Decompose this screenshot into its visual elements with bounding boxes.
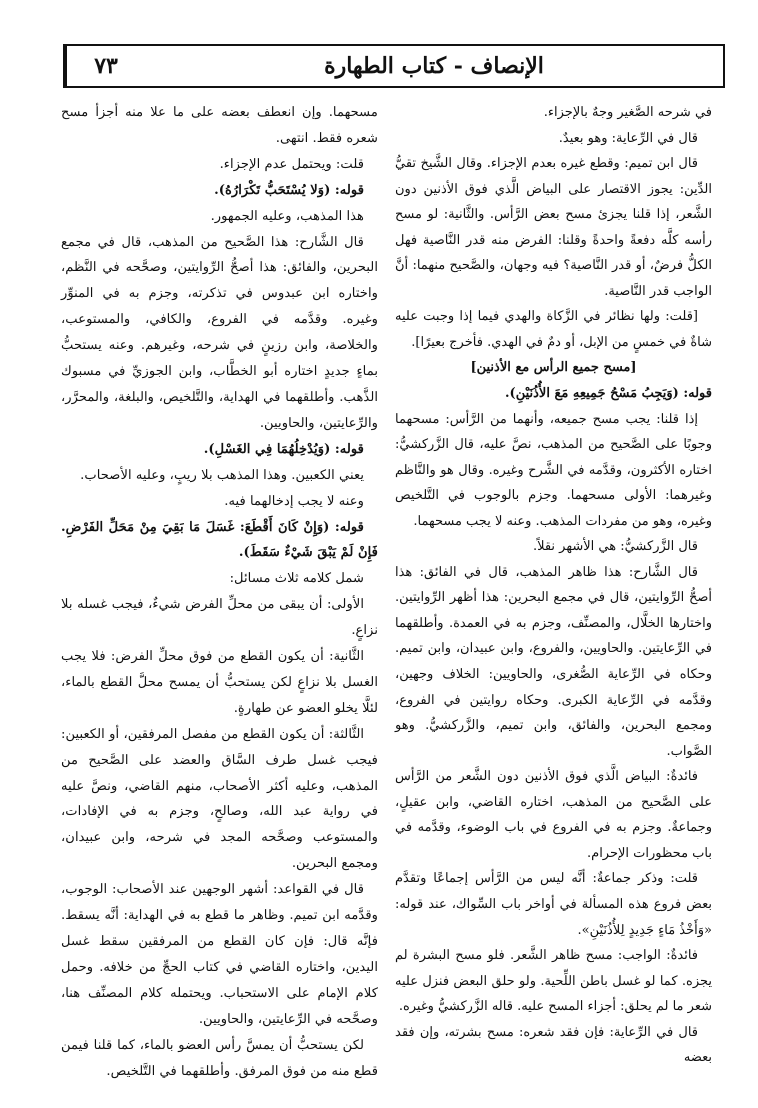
left-column [61, 100, 378, 1084]
paragraph: الثَّالثة: أن يكون القطع من مفصل المرفقين، أو الكعبين: فيجب غسل طرف السَّاق والعضد على الصَّحيح من المذهب، وعليه أكثر الأصحاب، منهم القاضي، ونصَّ عليه في رواية عبد الله، وصالحٍ، وجزم به في الإفادات، والمستوعب وصحَّحه المجد في شرحه، وابن عبيدان، ومجمع البحرين. [61, 726, 378, 872]
paragraph: قال الشَّارح: هذا ظاهر المذهب، قال في الفائق: هذا أصحُّ الرِّوايتين، قال في مجمع البحرين: هذا أظهر الرِّوايتين. واختارها الخلَّال، والمصنِّف، وجزم به في العمدة. وأطلقهما في الرِّعايتين. والحاويين، والفروع، وابن عبيدان، وابن تميم. وحكاه في الرِّعاية الصُّغرى، والحاويين: الخلاف وجهين، وقدَّمه في الرِّعاية الكبرى. وحكاه روايتين في الفروع، ومجمع البحرين، والفائق، وابن تميم، والزَّركشيُّ. وهو الصَّواب. [395, 564, 712, 759]
paragraph: قال الزَّركشيُّ: هي الأشهر نقلاً. [532, 539, 698, 555]
paragraph: قال في الرِّعاية: وهو بعيدٌ. [558, 130, 698, 146]
paragraph: الأولى: أن يبقى من محلِّ الفرض شيءٌ، فيجب غسله بلا نزاعٍ. [61, 597, 378, 639]
paragraph: قال في القواعد: أشهر الوجهين عند الأصحاب: الوجوب، وقدَّمه ابن تميم. وظاهر ما قطع به في الهداية: أنَّه يسقط. فإنَّه قال: فإن كان القطع من المرفقين سقط غسل اليدين، واختاره القاضي في كتاب الحجِّ من خلافه. وحمل كلام الإمام على الاستحباب. ويحتمله كلام المصنِّف هنا، وصحَّحه في الرِّعايتين، والحاويين. [61, 882, 378, 1027]
matn-quote: قوله: (وَيَجِبُ مَسْحُ جَمِيعِهِ مَعَ الأُذُنَيْنِ). [505, 386, 712, 402]
paragraph: إذا قلنا: يجب مسح جميعه، وأنهما من الرَّأس: مسحهما وجوبًا على الصَّحيح من المذهب، نصَّ عليه، قال الزَّركشيُّ: اختاره الأكثرون، وقدَّمه في الشَّرح وغيره. وقال هو والنَّاظم وغيرهما: الأولى مسحهما. وجزم بالوجوب في التَّلخيص وغيره، وهو من مفردات المذهب. وعنه لا يجب مسحهما. [395, 411, 712, 529]
page-number: ٧٣ [65, 46, 145, 86]
paragraph: قلت: ويحتمل عدم الإجزاء. [219, 156, 364, 172]
matn-quote: قوله: (وَيُدْخِلُهُمَا فِي الغَسْلِ). [203, 441, 364, 457]
right-column [395, 100, 712, 1071]
paragraph: فائدةٌ: الواجب: مسح ظاهر الشَّعر. فلو مسح البشرة لم يجزه. كما لو غسل باطن اللِّحية. ولو حلق البعض فنزل عليه شعر ما لم يحلق: أجزاء المسح عليه. قاله الزَّركشيُّ وغيره. [395, 948, 712, 1015]
running-title: الإنصاف - كتاب الطهارة [324, 53, 544, 79]
paragraph: فائدةٌ: البياض الَّذي فوق الأذنين دون الشَّعر من الرَّأس على الصَّحيح من المذهب، اختاره القاضي، وابن عقيلٍ، وجماعةٌ. وجزم به في الفروع في باب الوضوء، وقدَّمه في باب محظورات الإحرام. [395, 769, 712, 861]
paragraph: مسحهما. وإن انعطف بعضه على ما علا منه أجزأ مسح شعره فقط. انتهى. [61, 105, 378, 146]
matn-quote: قوله: (وَلا يُسْتَحَبُّ تَكْرَارُهُ). [214, 182, 364, 198]
paragraph: في شرحه الصَّغير وجهٌ بالإجزاء. [543, 105, 712, 120]
paragraph: [قلت: ولها نظائر في الزَّكاة والهدي فيما إذا وجبت عليه شاةٌ في خمسٍ من الإبل، أو دمٌ في الهدي. فأخرج بعيرًا]. [395, 309, 712, 350]
paragraph: شمل كلامه ثلاث مسائل: [229, 571, 364, 587]
paragraph: الثَّانية: أن يكون القطع من فوق محلِّ الفرض: فلا يجب الغسل بلا نزاعٍ لكن يستحبُّ أن يمسح محلَّ القطع بالماء، لئلَّا يخلو العضو عن طهارةٍ. [61, 649, 378, 716]
page-header [63, 44, 725, 88]
paragraph: قلت: وذكر جماعةٌ: أنَّه ليس من الرَّأس إجماعًا وتقدَّم بعض فروع هذه المسألة في أواخر باب السِّواك، عند قوله: «وَأَخْذُ مَاءٍ جَدِيدٍ لِلأُذُنَيْنِ». [395, 871, 712, 938]
paragraph: هذا المذهب، وعليه الجمهور. [210, 208, 364, 224]
paragraph: قال في الرِّعاية: فإن فقد شعره: مسح بشرته، وإن فقد بعضه [395, 1024, 712, 1066]
paragraph: قال الشَّارح: هذا الصَّحيح من المذهب، قال في مجمع البحرين، والفائق: هذا أصحُّ الرِّوايتين، وصحَّحه في النَّظم، واختاره ابن عبدوس في تذكرته، وجزم به في المنوِّر وغيره. وقدَّمه في الفروع، والكافي، والمستوعب، والخلاصة، وابن رزينٍ في شرحه، وغيرهم. وعنه يستحبُّ بماءٍ جديدٍ اختاره أبو الخطَّاب، وابن الجوزيِّ في مسبوك الذَّهب. وأطلقهما في الهداية، والتَّلخيص، والبلغة، والمحرَّر، والرِّعايتين، والحاويين. [61, 234, 378, 431]
matn-quote: قوله: (وَإِنْ كَانَ أَقْطَعَ: غَسَلَ مَا بَقِيَ مِنْ مَحَلِّ الفَرْضِ. فَإِنْ لَمْ يَبْقَ شَيْءٌ سَقَطَ). [61, 519, 378, 561]
paragraph: لكن يستحبُّ أن يمسَّ رأس العضو بالماء، كما قلنا فيمن قطع منه من فوق المرفق. وأطلقهما في التَّلخيص. [61, 1037, 378, 1079]
paragraph: قال ابن تميم: وقطع غيره بعدم الإجزاء. وقال الشَّيخ تقيُّ الدِّين: يجوز الاقتصار على البياض الَّذي فوق الأذنين دون الشَّعر، إذا قلنا يجزئ مسح بعض الرَّأس. والثَّانية: لو مسح رأسه كلَّه دفعةً واحدةً وقلنا: الفرض منه قدر النَّاصية فهل الكلُّ فرضٌ، أو قدر النَّاصية؟ فيه وجهان، والصَّحيح منهما: أنَّ الواجب قدر النَّاصية. [395, 156, 712, 299]
section-heading: [مسح جميع الرأس مع الأذنين] [470, 360, 637, 376]
paragraph: وعنه لا يجب إدخالهما فيه. [224, 493, 364, 509]
paragraph: يعني الكعبين. وهذا المذهب بلا ريبٍ، وعليه الأصحاب. [80, 467, 364, 483]
